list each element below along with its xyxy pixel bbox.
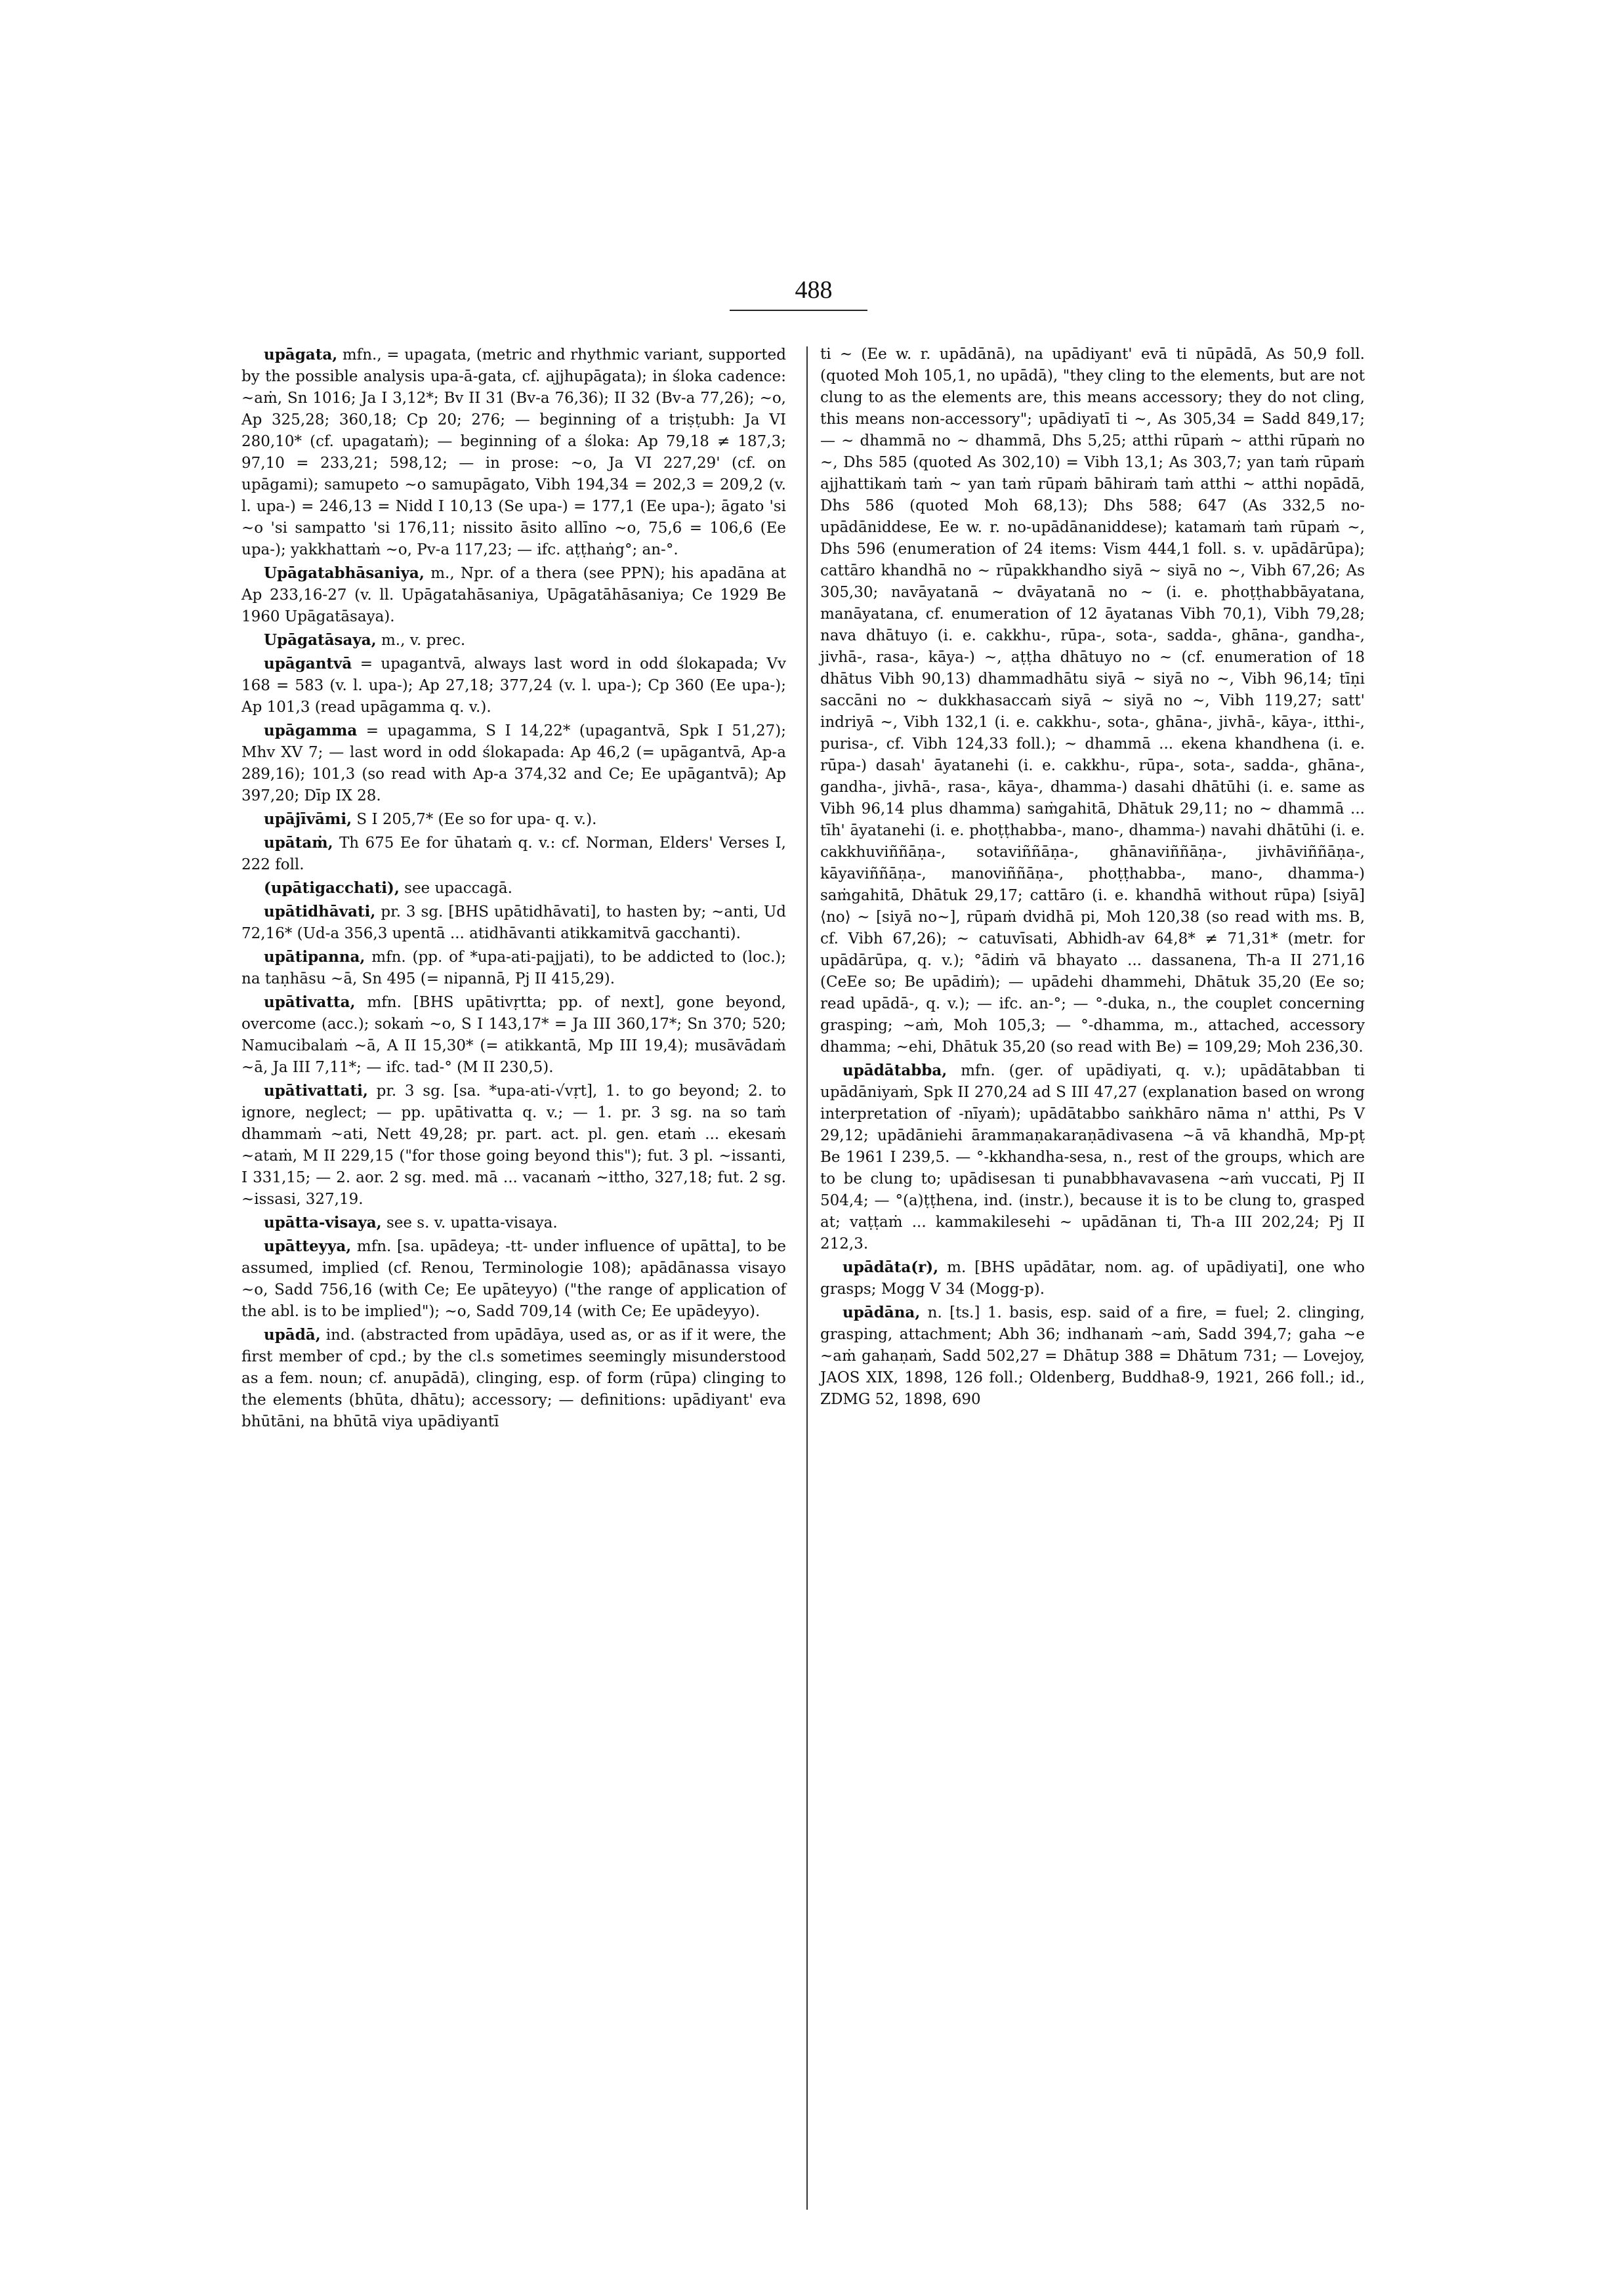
entry-body: Th 675 Ee for ūhataṁ q. v.: cf. Norman, Elders' Verses I, 222 foll. xyxy=(241,835,786,873)
dictionary-entry xyxy=(820,1060,1365,1255)
entry-body: = upagamma, S I 14,22* (upagantvā, Spk I 51,27); Mhv XV 7; — last word in odd ślokapada: Ap 46,2 (= upāgantvā, Ap-a 289,16); 101,3 (so read with Ap-a 374,32 and Ce; Ee upāgantvā); Ap 397,20; Dīp IX 28. xyxy=(241,722,786,804)
dictionary-entry xyxy=(241,629,786,651)
dictionary-entry xyxy=(241,946,786,990)
entry-headword: upādā, xyxy=(264,1326,321,1344)
dictionary-entry xyxy=(820,1256,1365,1300)
dictionary-entry xyxy=(241,808,786,831)
entry-body: m. [BHS upādātar, nom. ag. of upādiyati], one who grasps; Mogg V 34 (Mogg-p). xyxy=(820,1259,1365,1298)
entry-body: mfn. (pp. of *upa-ati-pajjati), to be addicted to (loc.); na taṇhāsu ~ā, Sn 495 (= nipannā, Pj II 415,29). xyxy=(241,949,786,987)
entry-body: see s. v. upatta-visaya. xyxy=(381,1214,558,1231)
entry-headword: upātidhāvati, xyxy=(264,903,376,920)
entry-body: ind. (abstracted from upādāya, used as, or as if it were, the first member of cpd.; by the cl.s sometimes seemingly misunderstood as a fem. noun; cf. anupādā), clinging, esp. of form (rūpa) clinging to the elements (bhūta, dhātu); accessory; — definitions: upādiyant' eva bhūtāni, na bhūtā viya upādiyantī xyxy=(241,1327,786,1430)
entry-body: mfn. (ger. of upādiyati, q. v.); upādātabban ti upādāniyaṁ, Spk II 270,24 ad S III 47,27 (explanation based on wrong interpretation of -nīyaṁ); upādātabbo saṅkhāro nāma n' atthi, Ps V 29,12; upādāniehi ārammaṇakaraṇādivasena ~ā vā khandhā, Mp-pṭ Be 1961 I 239,5. — °-kkhandha-sesa, n., rest of the groups, which are to be clung to; upādisesan ti punabbhavavasena ~aṁ vuccati, Pj II 504,4; — °(a)ṭṭhena, ind. (instr.), because it is to be clung to, grasped at; vaṭṭaṁ ... kammakilesehi ~ upādānan ti, Th-a III 202,24; Pj II 212,3. xyxy=(820,1062,1365,1252)
dictionary-entry xyxy=(241,991,786,1079)
entry-headword: upāgantvā xyxy=(264,655,352,672)
entry-body: mfn. [BHS upātivṛtta; pp. of next], gone beyond, overcome (acc.); sokaṁ ~o, S I 143,17* = Ja III 360,17*; Sn 370; 520; Namucibalaṁ ~ā, A II 15,30* (= atikkantā, Mp III 19,4); musāvādaṁ ~ā, Ja III 7,11*; — ifc. tad-° (M II 230,5). xyxy=(241,994,786,1076)
entry-headword: upātta-visaya, xyxy=(264,1214,382,1231)
entry-headword: upāgata, xyxy=(264,346,338,363)
left-column xyxy=(241,344,786,1434)
right-column xyxy=(820,344,1365,1412)
header-rule xyxy=(730,310,867,311)
dictionary-entry xyxy=(820,344,1365,1058)
entry-body: n. [ts.] 1. basis, esp. said of a fire, = fuel; 2. clinging, grasping, attachment; Abh 36; indhanaṁ ~aṁ, Sadd 394,7; gaha ~e ~aṁ gahaṇaṁ, Sadd 502,27 = Dhātup 388 = Dhātum 731; — Lovejoy, JAOS XIX, 1898, 126 foll.; Oldenberg, Buddha8-9, 1921, 266 foll.; id., ZDMG 52, 1898, 690 xyxy=(820,1304,1365,1408)
entry-headword: (upātigacchati), xyxy=(264,879,400,897)
dictionary-entry xyxy=(241,344,786,561)
entry-headword: upāgamma xyxy=(264,722,358,739)
dictionary-entry xyxy=(241,832,786,876)
entry-body: pr. 3 sg. [BHS upātidhāvati], to hasten by; ~anti, Ud 72,16* (Ud-a 356,3 upentā ... atidhāvanti atikkamitvā gacchanti). xyxy=(241,903,786,942)
entry-headword: upātipanna, xyxy=(264,948,365,966)
dictionary-entry xyxy=(241,562,786,628)
entry-headword: upātteyya, xyxy=(264,1237,352,1255)
page-number: 488 xyxy=(795,276,833,304)
entry-headword: upādāta(r), xyxy=(843,1258,939,1276)
dictionary-entry xyxy=(241,877,786,899)
entry-body: see upaccagā. xyxy=(399,880,512,897)
column-divider xyxy=(806,346,808,2210)
dictionary-entry xyxy=(241,653,786,718)
entry-body: m., Npr. of a thera (see PPN); his apadāna at Ap 233,16-27 (v. ll. Upāgatahāsaniya, Upāgatāhāsaniya; Ce 1929 Be 1960 Upāgatāsaya). xyxy=(241,565,786,625)
entry-body: = upagantvā, always last word in odd ślokapada; Vv 168 = 583 (v. l. upa-); Ap 27,18; 377,24 (v. l. upa-); Cp 360 (Ee upa-); Ap 101,3 (read upāgamma q. v.). xyxy=(241,655,786,716)
entry-body: mfn., = upagata, (metric and rhythmic variant, supported by the possible analysis upa-ā-gata, cf. ajjhupāgata); in śloka cadence: ~aṁ, Sn 1016; Ja I 3,12*; Bv II 31 (Bv-a 76,36); II 32 (Bv-a 77,26); ~o, Ap 325,28; 360,18; Cp 20; 276; — beginning of a triṣṭubh: Ja VI 280,10* (cf. upagataṁ); — beginning of a śloka: Ap 79,18 ≠ 187,3; 97,10 = 233,21; 598,12; — in prose: ~o, Ja VI 227,29' (cf. on upāgami); samupeto ~o samupāgato, Vibh 194,34 = 202,3 = 209,2 (v. l. upa-) = 246,13 = Nidd I 10,13 (Se upa-) = 177,1 (Ee upa-); āgato 'si ~o 'si sampatto 'si 176,11; nissito āsito allīno ~o, 75,6 = 106,6 (Ee upa-); yakkhattaṁ ~o, Pv-a 117,23; — ifc. aṭṭhaṅg°; an-°. xyxy=(241,346,786,558)
dictionary-entry xyxy=(241,901,786,945)
dictionary-entry xyxy=(241,1324,786,1433)
entry-headword: upādātabba, xyxy=(843,1062,947,1079)
entry-headword: upātaṁ, xyxy=(264,834,333,852)
entry-body: pr. 3 sg. [sa. *upa-ati-√vṛt], 1. to go beyond; 2. to ignore, neglect; — pp. upātivatta q. v.; — 1. pr. 3 sg. na so taṁ dhammaṁ ~ati, Nett 49,28; pr. part. act. pl. gen. etaṁ ... ekesaṁ ~ataṁ, M II 229,15 ("for those going beyond this"); fut. 3 pl. ~issanti, I 331,15; — 2. aor. 2 sg. med. mā ... vacanaṁ ~ittho, 327,18; fut. 2 sg. ~issasi, 327,19. xyxy=(241,1083,786,1208)
entry-body: mfn. [sa. upādeya; -tt- under influence of upātta], to be assumed, implied (cf. Renou, Terminologie 108); apādānassa visayo ~o, Sadd 756,16 (with Ce; Ee upāteyyo) ("the range of application of the abl. is to be implied"); ~o, Sadd 709,14 (with Ce; Ee upādeyyo). xyxy=(241,1238,786,1320)
entry-headword: upātivatta, xyxy=(264,993,356,1011)
entry-body: ti ~ (Ee w. r. upādānā), na upādiyant' evā ti nūpādā, As 50,9 foll. (quoted Moh 105,1, no upādā), "they cling to the elements, but are not clung to as the elements are, this means accessory; they do not cling, this means non-accessory"; upādiyatī ti ~, As 305,34 = Sadd 849,17; — ~ dhammā no ~ dhammā, Dhs 5,25; atthi rūpaṁ ~ atthi rūpaṁ no ~, Dhs 585 (quoted As 302,10) = Vibh 13,1; As 303,7; yan taṁ rūpaṁ ajjhattikaṁ taṁ ~ yan taṁ rūpaṁ bāhiraṁ taṁ atthi ~ atthi nopādā, Dhs 586 (quoted Moh 68,13); Dhs 588; 647 (As 332,5 no-upādāniddese, Ee w. r. no-upādānaniddese); katamaṁ taṁ rūpaṁ ~, Dhs 596 (enumeration of 24 items: Vism 444,1 foll. s. v. upādārūpa); cattāro khandhā no ~ rūpakkhandho siyā ~ siyā no ~, Vibh 67,26; As 305,30; navāyatanā ~ dvāyatanā no ~ (i. e. phoṭṭhabbāyatana, manāyatana, cf. enumeration of 12 āyatanas Vibh 70,1), Vibh 79,28; nava dhātuyo (i. e. cakkhu-, rūpa-, sota-, sadda-, ghāna-, gandha-, jivhā-, rasa-, kāya-) ~, aṭṭha dhātuyo no ~ (cf. enumeration of 18 dhātus Vibh 90,13) dhammadhātu siyā ~ siyā no ~, Vibh 96,14; tīṇi saccāni no ~ dukkhasaccaṁ siyā ~ siyā no ~, Vibh 119,27; satt' indriyā ~, Vibh 132,1 (i. e. cakkhu-, sota-, ghāna-, jivhā-, kāya-, itthi-, purisa-, cf. Vibh 124,33 foll.); ~ dhammā ... ekena khandhena (i. e. rūpa-) dasah' āyatanehi (i. e. cakkhu-, rūpa-, sota-, sadda-, ghāna-, gandha-, jivhā-, rasa-, kāya-, dhamma-) dasahi dhātūhi (i. e. same as Vibh 96,14 plus dhamma) saṁgahitā, Dhātuk 29,11; no ~ dhammā ... tīh' āyatanehi (i. e. phoṭṭhabba-, mano-, dhamma-) navahi dhātūhi (i. e. cakkhuviññāṇa-, sotaviññāṇa-, ghānaviññāṇa-, jivhāviññāṇa-, kāyaviññāṇa-, manoviññāṇa-, phoṭṭhabba-, mano-, dhamma-) saṁgahitā, Dhātuk 29,17; cattāro (i. e. khandhā without rūpa) [siyā] ⟨no⟩ ~ [siyā no~], rūpaṁ dvidhā pi, Moh 120,38 (so read with ms. B, cf. Vibh 67,26); ~ catuvīsati, Abhidh-av 64,8* ≠ 71,31* (metr. for upādārūpa, q. v.); °ādiṁ vā bhayato ... dassanena, Th-a II 271,16 (CeEe so; Be upādiṁ); — upādehi dhammehi, Dhātuk 35,20 (Ee so; read upādā-, q. v.); — ifc. an-°; — °-duka, n., the couplet concerning grasping; ~aṁ, Moh 105,3; — °-dhamma, m., attached, accessory dhamma; ~ehi, Dhātuk 35,20 (so read with Be) = 109,29; Moh 236,30. xyxy=(820,346,1365,1056)
entry-body: S I 205,7* (Ee so for upa- q. v.). xyxy=(352,811,597,828)
entry-headword: upātivattati, xyxy=(264,1082,368,1100)
dictionary-entry xyxy=(241,1080,786,1210)
entry-headword: upājīvāmi, xyxy=(264,810,352,828)
entry-headword: upādāna, xyxy=(843,1304,921,1321)
entry-headword: Upāgatāsaya, xyxy=(264,631,377,649)
dictionary-entry xyxy=(241,1212,786,1234)
dictionary-entry xyxy=(241,1235,786,1323)
entry-body: m., v. prec. xyxy=(376,632,466,649)
dictionary-entry xyxy=(820,1302,1365,1411)
entry-headword: Upāgatabhāsaniya, xyxy=(264,564,425,582)
dictionary-entry xyxy=(241,720,786,807)
